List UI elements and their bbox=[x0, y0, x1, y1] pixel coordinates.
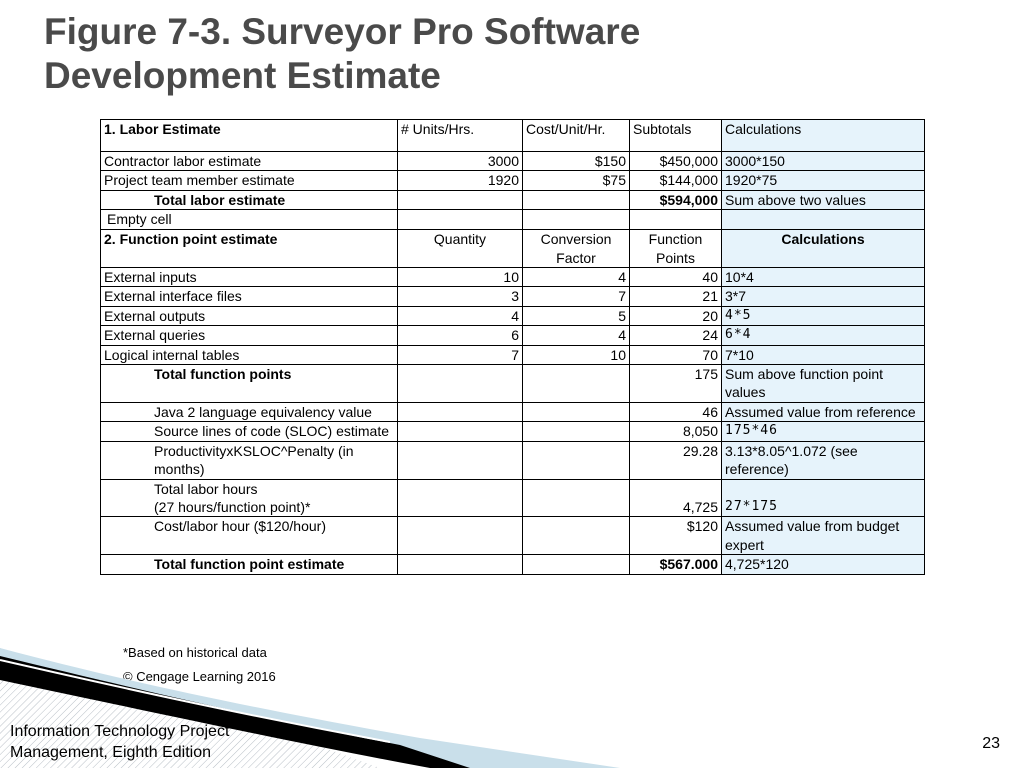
row-value: 6 bbox=[398, 326, 523, 345]
empty-cell bbox=[523, 210, 630, 230]
table-row bbox=[101, 517, 925, 555]
fp-total-points-row bbox=[101, 365, 925, 403]
table-row bbox=[101, 268, 925, 287]
empty-cell bbox=[398, 402, 523, 421]
row-value: 5 bbox=[523, 306, 630, 325]
empty-cell bbox=[722, 210, 925, 230]
empty-cell bbox=[398, 365, 523, 403]
row-label: External outputs bbox=[101, 306, 398, 325]
row-value: $567.000 bbox=[630, 555, 722, 574]
row-label: Total function points bbox=[101, 365, 398, 403]
fp-header-cell: Function Points bbox=[630, 230, 722, 268]
row-label: Cost/labor hour ($120/hour) bbox=[101, 517, 398, 555]
row-value: 7 bbox=[398, 345, 523, 364]
row-value: 20 bbox=[630, 306, 722, 325]
empty-cell bbox=[398, 210, 523, 230]
row-calculation: 3.13*8.05^1.072 (see reference) bbox=[722, 441, 925, 479]
table-row bbox=[101, 402, 925, 421]
table-row bbox=[101, 152, 925, 171]
estimate-table bbox=[100, 119, 925, 575]
empty-cell bbox=[398, 517, 523, 555]
fp-header-cell: Conversion Factor bbox=[523, 230, 630, 268]
row-value: 24 bbox=[630, 326, 722, 345]
empty-cell bbox=[523, 479, 630, 517]
row-value: 175 bbox=[630, 365, 722, 403]
row-value: $120 bbox=[630, 517, 722, 555]
empty-cell bbox=[398, 422, 523, 441]
row-value: 10 bbox=[523, 345, 630, 364]
labor-header-cell: Subtotals bbox=[630, 120, 722, 152]
row-calculation: Assumed value from reference bbox=[722, 402, 925, 421]
copyright-note: © Cengage Learning 2016 bbox=[123, 669, 276, 684]
empty-cell bbox=[523, 555, 630, 574]
row-calculation: 4,725*120 bbox=[722, 555, 925, 574]
empty-cell bbox=[523, 402, 630, 421]
row-label-subtext: (27 hours/function point)* bbox=[154, 498, 311, 515]
empty-cell bbox=[523, 517, 630, 555]
labor-total-row bbox=[101, 190, 925, 209]
row-value: 4 bbox=[523, 268, 630, 287]
historical-data-note: *Based on historical data bbox=[123, 645, 267, 660]
row-value: 3 bbox=[398, 287, 523, 306]
fp-header-cell: Calculations bbox=[722, 230, 925, 268]
row-value: $594,000 bbox=[630, 190, 722, 209]
empty-cell bbox=[523, 422, 630, 441]
empty-cell bbox=[523, 441, 630, 479]
row-calculation: 3*7 bbox=[722, 287, 925, 306]
footer-book-title bbox=[10, 721, 229, 763]
row-label: External inputs bbox=[101, 268, 398, 287]
row-calculation: 10*4 bbox=[722, 268, 925, 287]
footer-line2: Management, Eighth Edition bbox=[10, 744, 212, 761]
table-row bbox=[101, 306, 925, 325]
row-value: 10 bbox=[398, 268, 523, 287]
row-calculation: Sum above function point values bbox=[722, 365, 925, 403]
labor-header-cell: Calculations bbox=[722, 120, 925, 152]
row-calculation: 1920*75 bbox=[722, 171, 925, 190]
fp-total-estimate-row bbox=[101, 555, 925, 574]
row-label: Total labor hours bbox=[154, 480, 258, 497]
page-number: 23 bbox=[982, 735, 1000, 752]
row-label: External queries bbox=[101, 326, 398, 345]
row-label-group bbox=[101, 479, 398, 517]
row-label: Contractor labor estimate bbox=[101, 152, 398, 171]
row-value: 4 bbox=[398, 306, 523, 325]
row-calculation: 175*46 bbox=[722, 422, 925, 441]
labor-header-row bbox=[101, 120, 925, 152]
table-row bbox=[101, 287, 925, 306]
table-row bbox=[101, 171, 925, 190]
slide-title bbox=[44, 10, 640, 98]
row-value: 4,725 bbox=[630, 479, 722, 517]
empty-cell bbox=[398, 441, 523, 479]
table-row bbox=[101, 422, 925, 441]
row-value: 8,050 bbox=[630, 422, 722, 441]
slide-title-line2: Development Estimate bbox=[44, 55, 441, 96]
labor-header-cell: Cost/Unit/Hr. bbox=[523, 120, 630, 152]
fp-header-row bbox=[101, 230, 925, 268]
row-label: Source lines of code (SLOC) estimate bbox=[101, 422, 398, 441]
row-label: Empty cell bbox=[101, 210, 398, 230]
row-label: External interface files bbox=[101, 287, 398, 306]
fp-header-cell: 2. Function point estimate bbox=[101, 230, 398, 268]
row-label: Logical internal tables bbox=[101, 345, 398, 364]
table-row bbox=[101, 479, 925, 517]
row-calculation: 27*175 bbox=[722, 479, 925, 517]
row-label: Project team member estimate bbox=[101, 171, 398, 190]
row-label: Total function point estimate bbox=[101, 555, 398, 574]
row-value: 46 bbox=[630, 402, 722, 421]
row-value: $75 bbox=[523, 171, 630, 190]
row-value: 70 bbox=[630, 345, 722, 364]
table-row bbox=[101, 441, 925, 479]
row-value: 7 bbox=[523, 287, 630, 306]
empty-cell bbox=[523, 190, 630, 209]
row-value: $150 bbox=[523, 152, 630, 171]
row-value: 40 bbox=[630, 268, 722, 287]
row-calculation: 3000*150 bbox=[722, 152, 925, 171]
labor-header-cell: 1. Labor Estimate bbox=[101, 120, 398, 152]
row-label: Total labor estimate bbox=[101, 190, 398, 209]
row-value: 29.28 bbox=[630, 441, 722, 479]
empty-cell bbox=[523, 365, 630, 403]
row-calculation: Sum above two values bbox=[722, 190, 925, 209]
row-label: Java 2 language equivalency value bbox=[101, 402, 398, 421]
row-calculation: 4*5 bbox=[722, 306, 925, 325]
slide-title-line1: Figure 7-3. Surveyor Pro Software bbox=[44, 11, 641, 52]
labor-header-cell: # Units/Hrs. bbox=[398, 120, 523, 152]
row-label: ProductivityxKSLOC^Penalty (in months) bbox=[101, 441, 398, 479]
fp-header-cell: Quantity bbox=[398, 230, 523, 268]
footer-line1: Information Technology Project bbox=[10, 723, 230, 740]
row-calculation: 6*4 bbox=[722, 326, 925, 345]
row-value: 4 bbox=[523, 326, 630, 345]
row-value: $450,000 bbox=[630, 152, 722, 171]
empty-cell bbox=[398, 555, 523, 574]
row-calculation: 7*10 bbox=[722, 345, 925, 364]
row-value: $144,000 bbox=[630, 171, 722, 190]
row-value: 1920 bbox=[398, 171, 523, 190]
table-row bbox=[101, 345, 925, 364]
row-value: 3000 bbox=[398, 152, 523, 171]
empty-cell bbox=[398, 479, 523, 517]
row-calculation: Assumed value from budget expert bbox=[722, 517, 925, 555]
row-value: 21 bbox=[630, 287, 722, 306]
empty-cell bbox=[398, 190, 523, 209]
empty-cell bbox=[630, 210, 722, 230]
table-row bbox=[101, 326, 925, 345]
table-row bbox=[101, 210, 925, 230]
